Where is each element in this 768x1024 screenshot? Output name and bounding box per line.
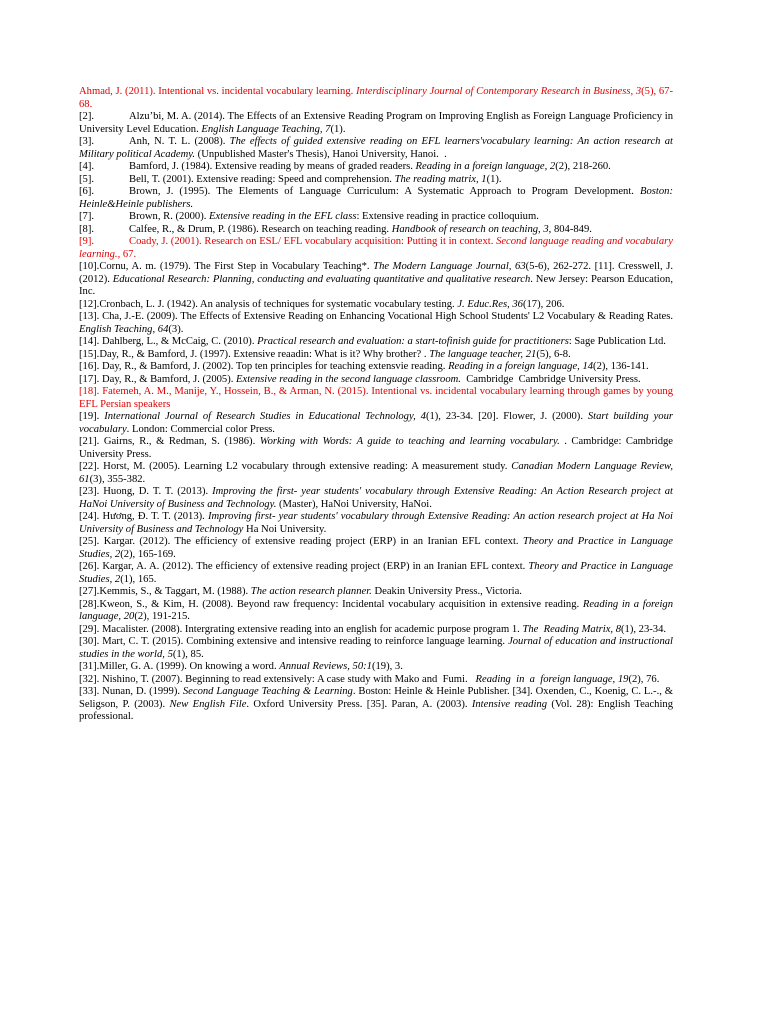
reference-entry — [79, 636, 676, 661]
reference-entry — [79, 86, 673, 111]
reference-text: Cornu, A. m. (1979). The First Step in Vocabulary Teaching*. — [99, 261, 374, 272]
reference-text: (Vol. 28): English Teaching professional. — [79, 698, 676, 722]
reference-text: , 67. — [117, 248, 137, 260]
reference-number: [22]. — [79, 461, 100, 472]
reference-text: Bamford, J. (1984). Extensive reading by means of graded readers. — [129, 161, 416, 172]
reference-text: : Extensive reading in practice colloquium. — [356, 211, 539, 222]
reference-number: [21]. — [79, 436, 100, 447]
reference-text: Alzu’bi, M. A. (2014). The Effects of an Extensive Reading Program on Improving English as Foreign Language Proficiency in University Level Education. — [79, 111, 676, 135]
reference-number: [3]. — [79, 136, 95, 147]
reference-source: The reading matrix, 1 — [394, 173, 487, 185]
reference-number: [27]. — [79, 586, 100, 597]
reference-text: (19), 3. — [371, 661, 403, 672]
reference-source: Start building your vocabulary — [79, 411, 676, 435]
reference-source: Reading in a foreign language, 19 — [475, 673, 629, 685]
reference-number: [4]. — [79, 161, 95, 172]
reference-entry — [79, 136, 676, 161]
reference-source: Annual Reviews, 50:1 — [279, 661, 372, 672]
reference-entry — [79, 586, 673, 599]
reference-number: [15]. — [79, 348, 100, 360]
reference-entry — [79, 211, 673, 224]
reference-entry — [79, 261, 676, 299]
reference-text: Ahmad, J. (2011). Intentional vs. incidental vocabulary learning. — [79, 86, 357, 97]
reference-number: [26]. — [79, 561, 100, 572]
reference-entry — [79, 511, 676, 536]
reference-source: The Reading Matrix, 8 — [522, 623, 622, 635]
reference-source: Reading in a foreign language, 2 — [415, 161, 556, 172]
reference-entry — [79, 486, 676, 511]
reference-number: [12]. — [79, 298, 100, 310]
reference-text: Gairns, R., & Redman, S. (1986). — [99, 436, 260, 447]
reference-text: Nunan, D. (1999). — [99, 686, 183, 697]
reference-text: (1), 23-34. — [621, 623, 667, 635]
reference-entry — [79, 236, 676, 261]
reference-entry — [79, 661, 673, 674]
reference-source: Reading in a foreign language, 14 — [448, 361, 594, 372]
reference-entry — [79, 111, 676, 136]
reference-number: [9]. — [79, 236, 95, 247]
reference-text: Day, R., & Bamford, J. (2002). Top ten principles for teaching extensvie reading. — [99, 361, 449, 372]
reference-source: Educational Research: Planning, conducting and evaluating quantitative and qualitative research — [112, 273, 531, 285]
reference-source: English Teaching, 64 — [79, 323, 169, 335]
reference-text: (1), 23-34. [20]. Flower, J. (2000). — [425, 411, 588, 422]
reference-number: [23]. — [79, 486, 100, 497]
reference-source: Interdisciplinary Journal of Contemporary Research in Business, 3 — [356, 86, 642, 97]
reference-text: (3). — [168, 323, 184, 335]
reference-source: Improving first- year students' vocabulary through Extensive Reading: An action research project at Ha Noi University of Business and Technology — [79, 511, 676, 535]
reference-entry — [79, 174, 673, 187]
reference-text: (2), 136-141. — [593, 361, 649, 372]
reference-number: [18]. — [79, 386, 100, 397]
reference-source: International Journal of Research Studies in Educational Technology, 4 — [104, 411, 426, 422]
reference-number: [2]. — [79, 111, 95, 122]
reference-text: Cambridge Cambridge University Press. — [460, 373, 641, 385]
reference-number: [16]. — [79, 361, 100, 372]
reference-text: (17), 206. — [522, 298, 565, 310]
reference-number: [7]. — [79, 211, 95, 222]
reference-text: (3), 355-382. — [89, 473, 146, 485]
reference-entry — [79, 461, 676, 486]
reference-source: English Language Teaching, 7 — [201, 123, 331, 135]
reference-text: (1), 85. — [172, 648, 204, 660]
reference-source: The language teacher, 21 — [429, 348, 537, 360]
reference-entry — [79, 186, 676, 211]
reference-text: Day, R., & Bamford, J. (1997). Extensive reaadin: What is it? Why brother? . — [99, 348, 430, 360]
reference-source: Handbook of research on teaching, 3 — [391, 223, 549, 235]
reference-text: Coady, J. (2001). Research on ESL/ EFL vocabulary acquisition: Putting it in context. — [129, 236, 497, 247]
reference-text: Dahlberg, L., & McCaig, C. (2010). — [99, 336, 258, 347]
reference-text: (2), 218-260. — [555, 161, 611, 172]
reference-source: Intensive reading — [471, 698, 548, 710]
reference-source: Second Language Teaching & Learning — [182, 686, 353, 697]
reference-text: Cronbach, L. J. (1942). An analysis of techniques for systematic vocabulary testing. — [99, 298, 458, 310]
reference-text: Macalister. (2008). Intergrating extensive reading into an english for academic purpose program 1. — [99, 623, 523, 635]
reference-number: [19]. — [79, 411, 100, 422]
reference-source: The effects of guided extensive reading on EFL learners'vocabulary learning: An action research at Military political Academy. — [79, 136, 676, 160]
reference-source: The action research planner. — [250, 586, 372, 597]
reference-text: Mart, C. T. (2015). Combining extensive and intensive reading to reinforce language learning. — [99, 636, 509, 647]
reference-text: Deakin University Press., Victoria. — [371, 586, 522, 597]
reference-number: [29]. — [79, 623, 100, 635]
reference-text: (5-6), 262-272. [11]. Cresswell, J. (2012). — [79, 261, 676, 285]
reference-text: , 804-849. — [548, 223, 592, 235]
reference-source: Extensive reading in the second language classroom. — [236, 373, 461, 385]
reference-text: Day, R., & Bamford, J. (2005). — [99, 373, 237, 385]
reference-text: Brown, R. (2000). — [129, 211, 210, 222]
reference-text: Hương, Đ. T. T. (2013). — [99, 511, 208, 522]
reference-source: Reading in a foreign language, 20 — [79, 598, 676, 622]
reference-source: Canadian Modern Language Review, 61 — [79, 461, 676, 485]
reference-number: [24]. — [79, 511, 100, 522]
reference-list — [79, 86, 676, 724]
reference-text: . London: Commercial color Press. — [126, 423, 275, 435]
reference-source: Improving the first- year students' vocabulary through Extensive Reading: An Action Research project at HaNoi University of Business and Technology. — [79, 486, 676, 510]
reference-source: The Modern Language Journal, 63 — [373, 261, 526, 272]
reference-number: [13]. — [79, 311, 100, 322]
reference-text: Horst, M. (2005). Learning L2 vocabulary through extensive reading: A measurement study. — [99, 461, 512, 472]
reference-text: Kargar. (2012). The efficiency of extensive reading project (ERP) in an Iranian EFL context. — [99, 536, 523, 547]
reference-source: Second language reading and vocabulary learning. — [79, 236, 676, 260]
reference-number: [5]. — [79, 173, 95, 185]
reference-text: Ha Noi University. — [243, 523, 327, 535]
reference-source: J. Educ.Res, 36 — [457, 298, 523, 310]
reference-text: . Boston: Heinle & Heinle Publisher. [34]. Oxenden, C., Koenig, C. L.-., & Seligson, P. (2003). — [79, 686, 676, 710]
reference-number: [8]. — [79, 223, 95, 235]
reference-text: (Master), HaNoi University, HaNoi. — [276, 498, 432, 510]
reference-entry — [79, 674, 673, 687]
reference-entry — [79, 624, 673, 637]
reference-text: Kargar, A. A. (2012). The efficiency of extensive reading project (ERP) in an Iranian EFL context. — [99, 561, 529, 572]
reference-entry — [79, 311, 676, 336]
reference-text: Bell, T. (2001). Extensive reading: Speed and comprehension. — [129, 173, 395, 185]
reference-text: (5), 6-8. — [536, 348, 571, 360]
reference-text: Brown, J. (1995). The Elements of Language Curriculum: A Systematic Approach to Program Development. — [129, 186, 641, 197]
reference-text: (1), 165. — [120, 573, 157, 585]
reference-source: New English File — [169, 698, 247, 710]
reference-text: (2), 76. — [628, 673, 660, 685]
reference-text: Kemmis, S., & Taggart, M. (1988). — [99, 586, 251, 597]
reference-text: (Unpublished Master's Thesis), Hanoi University, Hanoi. . — [195, 148, 447, 160]
reference-text: (1). — [486, 173, 502, 185]
reference-number: [10]. — [79, 261, 100, 272]
reference-source: Boston: Heinle&Heinle publishers. — [79, 186, 676, 210]
reference-number: [14]. — [79, 336, 100, 347]
reference-entry — [79, 224, 673, 237]
reference-entry — [79, 686, 676, 724]
reference-text: Fatemeh, A. M., Manije, Y., Hossein, B., & Arman, N. (2015). Intentional vs. incidental vocabulary learning through games by young EFL Persian speakers — [79, 386, 676, 410]
reference-source: Journal of education and instructional studies in the world, 5 — [79, 636, 676, 660]
reference-number: [17]. — [79, 373, 100, 385]
reference-entry — [79, 361, 673, 374]
reference-source: Theory and Practice in Language Studies, 2 — [79, 536, 676, 560]
reference-number: [31]. — [79, 661, 100, 672]
reference-number: [32]. — [79, 673, 100, 685]
reference-entry — [79, 161, 673, 174]
reference-entry — [79, 299, 673, 312]
reference-text: . Oxford University Press. [35]. Paran, A. (2003). — [246, 698, 472, 710]
reference-source: Theory and Practice in Language Studies, 2 — [79, 561, 676, 585]
reference-text: . Cambridge: Cambridge University Press. — [79, 436, 676, 460]
reference-entry — [79, 536, 676, 561]
reference-text: . New Jersey: Pearson Education, Inc. — [79, 273, 676, 297]
reference-text: Huong, D. T. T. (2013). — [99, 486, 213, 497]
reference-number: [6]. — [79, 186, 95, 197]
reference-text: (5), 67-68. — [79, 86, 673, 110]
reference-entry — [79, 336, 673, 349]
reference-text: (2), 165-169. — [120, 548, 176, 560]
reference-text: Calfee, R., & Drum, P. (1986). Research on teaching reading. — [129, 223, 392, 235]
reference-text: Anh, N. T. L. (2008). — [129, 136, 230, 147]
reference-number: [33]. — [79, 686, 100, 697]
reference-entry — [79, 561, 676, 586]
reference-entry — [79, 374, 673, 387]
reference-source: Working with Words: A guide to teaching and learning vocabulary. — [259, 436, 560, 447]
reference-source: Practical research and evaluation: a start-tofinish guide for practitioners — [257, 336, 569, 347]
reference-text: Cha, J.-E. (2009). The Effects of Extensive Reading on Enhancing Vocational High School Students' L2 Vocabulary & Reading Rates. — [99, 311, 676, 322]
reference-number: [30]. — [79, 636, 100, 647]
reference-entry — [79, 386, 676, 411]
reference-text: Miller, G. A. (1999). On knowing a word. — [99, 661, 280, 672]
reference-entry — [79, 598, 676, 624]
reference-text: (1). — [330, 123, 346, 135]
reference-number: [25]. — [79, 536, 100, 547]
reference-text: (2), 191-215. — [134, 611, 190, 622]
reference-source: Extensive reading in the EFL class — [209, 211, 357, 222]
reference-text: : Sage Publication Ltd. — [568, 336, 666, 347]
reference-entry — [79, 436, 676, 461]
reference-number: [28]. — [79, 598, 100, 610]
reference-entry — [79, 411, 676, 436]
reference-text: Nishino, T. (2007). Beginning to read extensively: A case study with Mako and Fumi. — [99, 673, 476, 685]
reference-text: Kweon, S., & Kim, H. (2008). Beyond raw frequency: Incidental vocabulary acquisition in extensive reading. — [99, 598, 583, 610]
reference-entry — [79, 349, 673, 362]
